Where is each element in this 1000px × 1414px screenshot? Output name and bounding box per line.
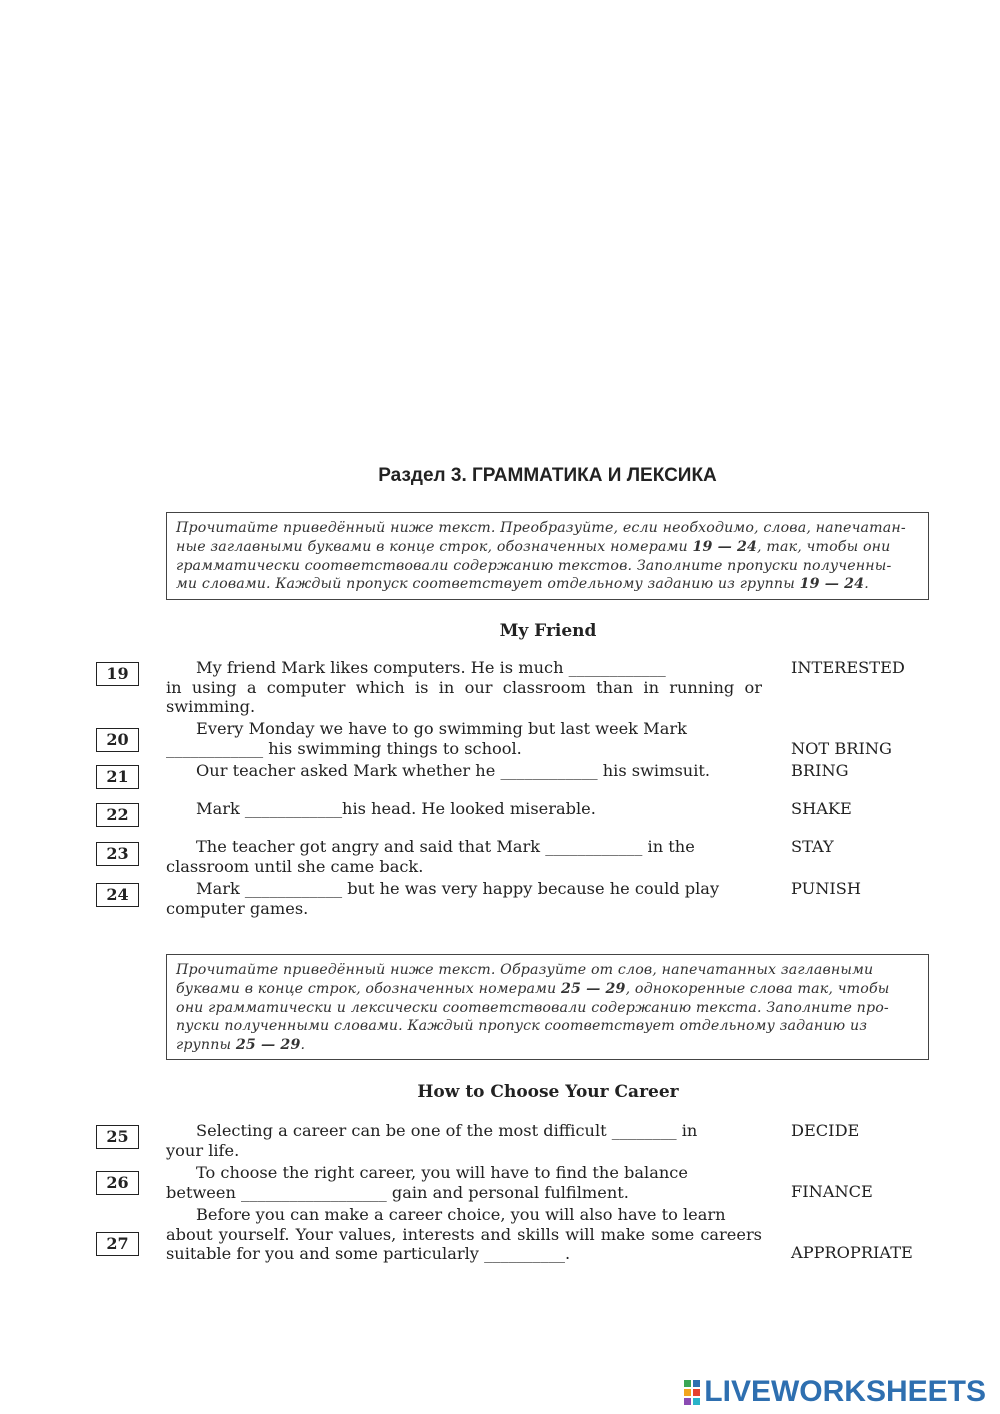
instructions-2-line-2: буквами в конце строк, обозначенных номерами 25 — 29, однокоренные слова так, чтобы [176,980,890,997]
instructions-2-line-5: группы 25 — 29. [176,1037,306,1054]
keyword-26: FINANCE [791,1182,873,1201]
instructions-1-line-3: грамматически соответствовали содержанию текстов. Заполните пропуски полученны- [176,557,892,574]
keyword-23: STAY [791,837,834,856]
task-text-20: Every Monday we have to go swimming but last week Mark ____________ his swimming things to school. [166,719,687,758]
keyword-19: INTERESTED [791,658,905,677]
logo-mark-icon [684,1380,700,1405]
task-text-26: To choose the right career, you will have to find the balance between __________________ gain and personal fulfilment. [166,1163,688,1202]
task-number-19: 19 [96,662,139,686]
keyword-27: APPROPRIATE [791,1243,913,1262]
story-title-career: How to Choose Your Career [417,1082,679,1102]
instructions-1-line-2: ные заглавными буквами в конце строк, обозначенных номерами 19 — 24, так, чтобы они [176,538,891,555]
keyword-25: DECIDE [791,1121,860,1140]
instructions-2-line-3: они грамматически и лексически соответствовали содержанию текста. Заполните про- [176,999,889,1016]
task-text-21: Our teacher asked Mark whether he ____________ his swimsuit. [196,761,711,780]
task-number-26: 26 [96,1171,139,1195]
instructions-2-line-4: пуски полученными словами. Каждый пропуск соответствует отдельному заданию из [176,1018,868,1035]
task-number-25: 25 [96,1125,139,1149]
task-text-22: Mark ____________his head. He looked miserable. [196,799,596,818]
task-number-27: 27 [96,1232,139,1256]
logo-text: LIVEWORKSHEETS [704,1375,986,1408]
keyword-22: SHAKE [791,799,852,818]
instructions-2-line-1: Прочитайте приведённый ниже текст. Образуйте от слов, напечатанных заглавными [176,962,874,978]
keyword-21: BRING [791,761,849,780]
task-number-20: 20 [96,728,139,752]
story-title-my-friend: My Friend [499,621,597,641]
instructions-1-line-1: Прочитайте приведённый ниже текст. Преобразуйте, если необходимо, слова, напечатан- [176,520,906,536]
task-number-22: 22 [96,803,139,827]
instructions-1-line-4: ми словами. Каждый пропуск соответствует отдельному заданию из группы 19 — 24. [176,576,869,593]
task-text-27: Before you can make a career choice, you will also have to learn about yourself. Your values, interests and skills will make some careers suitable for you and some particularly __________. [166,1205,762,1263]
task-text-24: Mark ____________ but he was very happy because he could play computer games. [166,879,720,918]
task-text-19: My friend Mark likes computers. He is much ____________ in using a computer which is in our classroom than in running or swimming. [166,658,762,716]
task-text-25: Selecting a career can be one of the most difficult ________ in your life. [166,1121,698,1160]
instructions-box-2 [166,954,929,1060]
keyword-20: NOT BRING [791,739,892,758]
task-number-23: 23 [96,842,139,866]
task-text-23: The teacher got angry and said that Mark ____________ in the classroom until she came back. [166,837,695,876]
instructions-box-1 [166,512,929,600]
task-number-21: 21 [96,765,139,789]
section-title: Раздел 3. ГРАММАТИКА И ЛЕКСИКА [378,465,717,486]
task-number-24: 24 [96,883,139,907]
keyword-24: PUNISH [791,879,862,898]
liveworksheets-logo [684,1372,986,1412]
